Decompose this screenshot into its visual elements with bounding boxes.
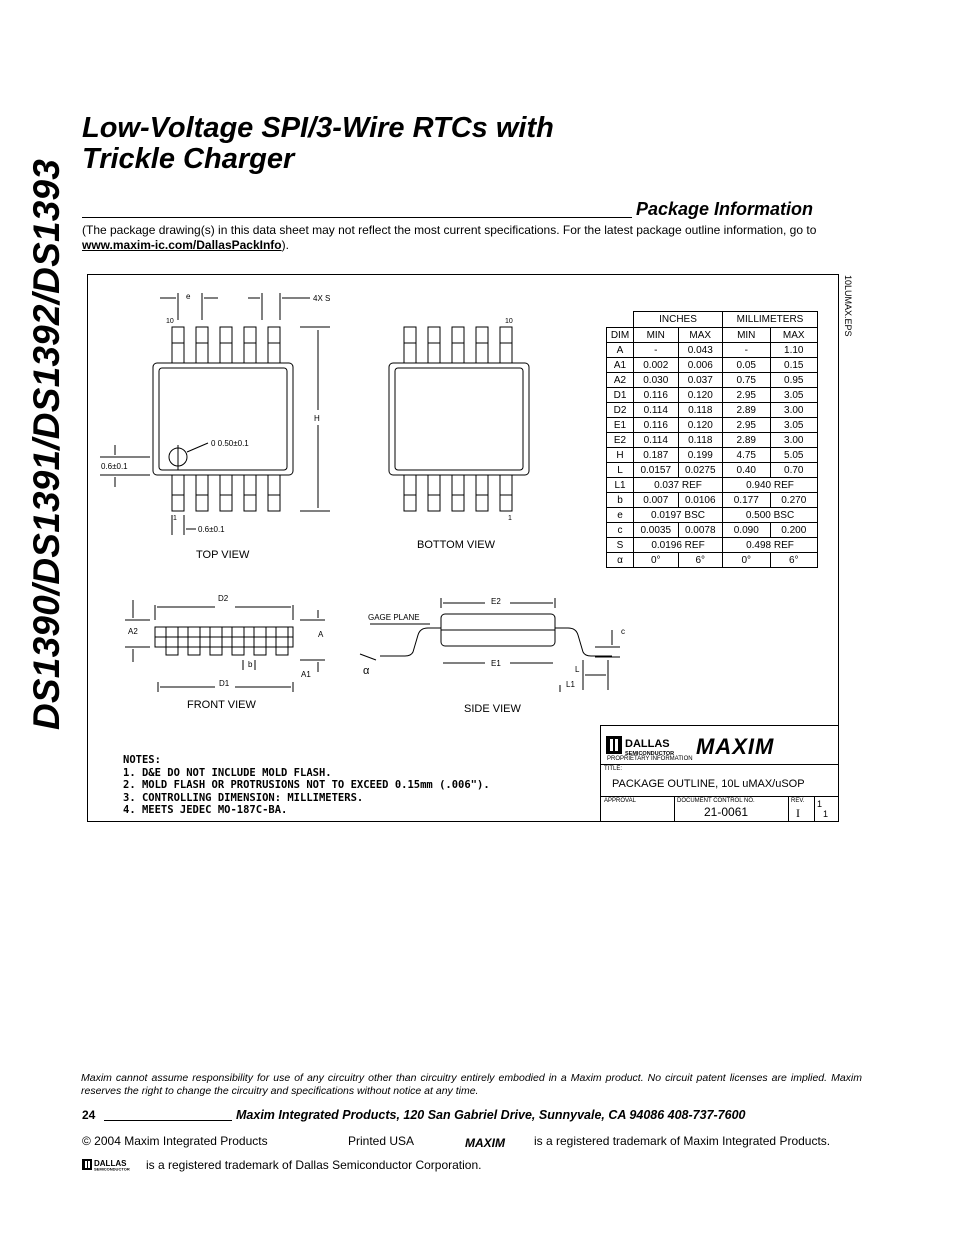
value-cell: 0.0196 REF bbox=[634, 538, 723, 553]
table-row bbox=[607, 478, 818, 493]
value-cell: 6° bbox=[770, 553, 818, 568]
front-view-caption: FRONT VIEW bbox=[187, 699, 256, 711]
label-dot-dia: 0 0.50±0.1 bbox=[211, 439, 249, 448]
disclaimer: Maxim cannot assume responsibility for use of any circuitry other than circuitry entirely embodied in a Maxim product. No circuit patent licenses are implied. Maxim reserves the right to change the circuitry and specifications without notice at any time. bbox=[81, 1072, 862, 1097]
top-view-body bbox=[153, 363, 293, 475]
semiconductor-text: SEMICONDUCTOR bbox=[625, 751, 675, 757]
dim-cell: D2 bbox=[607, 403, 634, 418]
front-view-leads bbox=[166, 627, 288, 655]
dim-cell: H bbox=[607, 448, 634, 463]
value-cell: 0.114 bbox=[634, 433, 679, 448]
proprietary-label: PROPRIETARY INFORMATION bbox=[607, 756, 693, 762]
doc-control-number: 21-0061 bbox=[704, 805, 749, 819]
maxim-logo-icon bbox=[465, 1135, 529, 1149]
footer-printed: Printed USA bbox=[348, 1134, 415, 1148]
document-title-line2: Trickle Charger bbox=[82, 143, 295, 175]
value-cell: 0.15 bbox=[770, 358, 818, 373]
value-cell: 0.498 REF bbox=[723, 538, 818, 553]
svg-text:SEMICONDUCTOR: SEMICONDUCTOR bbox=[94, 1166, 130, 1171]
value-cell: 5.05 bbox=[770, 448, 818, 463]
table-group-header-row bbox=[607, 312, 818, 328]
table-row bbox=[607, 418, 818, 433]
value-cell: 0.177 bbox=[723, 493, 771, 508]
dim-cell: A1 bbox=[607, 358, 634, 373]
dim-cell: D1 bbox=[607, 388, 634, 403]
eps-label: 10LUMAX.EPS bbox=[843, 275, 853, 337]
label-h: H bbox=[314, 414, 320, 423]
value-cell: 0.0197 BSC bbox=[634, 508, 723, 523]
note-item: 3. CONTROLLING DIMENSION: MILLIMETERS. bbox=[123, 791, 364, 804]
dim-cell: S bbox=[607, 538, 634, 553]
value-cell: 0.090 bbox=[723, 523, 771, 538]
value-cell: 0.200 bbox=[770, 523, 818, 538]
dim-cell: L1 bbox=[607, 478, 634, 493]
intro-text: (The package drawing(s) in this data sheet may not reflect the most current specifications. For the latest package outline information, go to bbox=[82, 223, 817, 237]
rev-value: I bbox=[796, 806, 800, 820]
header-mm-min: MIN bbox=[723, 328, 771, 343]
value-cell: - bbox=[723, 343, 771, 358]
value-cell: 0.116 bbox=[634, 418, 679, 433]
label-l: L bbox=[575, 665, 580, 674]
package-info-link[interactable]: www.maxim-ic.com/DallasPackInfo bbox=[82, 238, 282, 252]
dim-cell: b bbox=[607, 493, 634, 508]
bottom-view-body bbox=[389, 363, 529, 475]
value-cell: 0.007 bbox=[634, 493, 679, 508]
value-cell: 0.187 bbox=[634, 448, 679, 463]
label-4x-s: 4X S bbox=[313, 294, 331, 303]
value-cell: 0.120 bbox=[678, 418, 723, 433]
bottom-view-caption: BOTTOM VIEW bbox=[417, 539, 496, 551]
label-l1: L1 bbox=[566, 680, 575, 689]
label-a1: A1 bbox=[301, 670, 311, 679]
value-cell: 3.05 bbox=[770, 388, 818, 403]
value-cell: 0.40 bbox=[723, 463, 771, 478]
label-a2: A2 bbox=[128, 627, 138, 636]
value-cell: 0.114 bbox=[634, 403, 679, 418]
value-cell: 0.0035 bbox=[634, 523, 679, 538]
dim-cell: c bbox=[607, 523, 634, 538]
value-cell: 6° bbox=[678, 553, 723, 568]
value-cell: 0.0078 bbox=[678, 523, 723, 538]
label-gage-plane: GAGE PLANE bbox=[368, 613, 420, 622]
value-cell: 0.043 bbox=[678, 343, 723, 358]
label-lead-06-left: 0.6±0.1 bbox=[101, 462, 128, 471]
value-cell: 0.002 bbox=[634, 358, 679, 373]
doc-control-label: DOCUMENT CONTROL NO. bbox=[677, 798, 755, 804]
value-cell: 0.940 REF bbox=[723, 478, 818, 493]
value-cell: 0.500 BSC bbox=[723, 508, 818, 523]
table-row bbox=[607, 493, 818, 508]
table-row bbox=[607, 343, 818, 358]
dim-cell: A bbox=[607, 343, 634, 358]
dim-cell: α bbox=[607, 553, 634, 568]
header-in-max: MAX bbox=[678, 328, 723, 343]
dallas-text: DALLAS bbox=[625, 738, 670, 750]
value-cell: 0.05 bbox=[723, 358, 771, 373]
header-dim: DIM bbox=[607, 328, 634, 343]
header-in-min: MIN bbox=[634, 328, 679, 343]
value-cell: 0.006 bbox=[678, 358, 723, 373]
group-header-millimeters: MILLIMETERS bbox=[723, 312, 818, 328]
table-row bbox=[607, 373, 818, 388]
value-cell: 3.05 bbox=[770, 418, 818, 433]
side-view-lead-left bbox=[380, 628, 441, 656]
value-cell: - bbox=[634, 343, 679, 358]
sheet-fraction bbox=[817, 799, 828, 819]
rev-label: REV. bbox=[791, 798, 805, 804]
intro-end: ). bbox=[281, 238, 289, 252]
table-row bbox=[607, 358, 818, 373]
group-header-inches: INCHES bbox=[634, 312, 723, 328]
table-row bbox=[607, 523, 818, 538]
table-row bbox=[607, 508, 818, 523]
label-pin1-right: 1 bbox=[508, 515, 512, 522]
value-cell: 2.95 bbox=[723, 418, 771, 433]
sheet-number: 1 bbox=[817, 799, 823, 809]
dallas-logo-icon bbox=[82, 1157, 144, 1171]
dimension-table bbox=[606, 311, 818, 568]
table-row bbox=[607, 403, 818, 418]
value-cell: 0.118 bbox=[678, 403, 723, 418]
top-view-leads-top bbox=[172, 327, 280, 363]
footer-address: Maxim Integrated Products, 120 San Gabriel Drive, Sunnyvale, CA 94086 408-737-7600 bbox=[236, 1108, 746, 1122]
side-title: DS1390/DS1391/DS1392/DS1393 bbox=[26, 158, 67, 730]
value-cell: 0.270 bbox=[770, 493, 818, 508]
value-cell: 2.89 bbox=[723, 403, 771, 418]
value-cell: 0.116 bbox=[634, 388, 679, 403]
section-title: Package Information bbox=[636, 199, 814, 219]
title-block bbox=[600, 725, 839, 822]
dallas-logo-icon bbox=[606, 736, 674, 757]
label-b: b bbox=[248, 660, 253, 669]
side-view-caption: SIDE VIEW bbox=[464, 703, 521, 715]
footer-dallas-trademark: is a registered trademark of Dallas Semiconductor Corporation. bbox=[146, 1158, 482, 1172]
table-row bbox=[607, 463, 818, 478]
maxim-logo-text: MAXIM bbox=[696, 734, 775, 759]
table-row bbox=[607, 388, 818, 403]
note-item: 2. MOLD FLASH OR PROTRUSIONS NOT TO EXCEED 0.15mm (.006"). bbox=[123, 779, 490, 791]
approval-label: APPROVAL bbox=[604, 798, 636, 804]
svg-text:DALLAS: DALLAS bbox=[94, 1159, 127, 1168]
bottom-view-leads-bottom bbox=[404, 475, 512, 511]
value-cell: 3.00 bbox=[770, 403, 818, 418]
dim-cell: e bbox=[607, 508, 634, 523]
notes-heading: NOTES: bbox=[123, 754, 161, 766]
label-e1: E1 bbox=[491, 659, 501, 668]
value-cell: 0.0157 bbox=[634, 463, 679, 478]
notes-block bbox=[123, 754, 490, 817]
value-cell: 0.75 bbox=[723, 373, 771, 388]
value-cell: 0.030 bbox=[634, 373, 679, 388]
table-sub-header-row bbox=[607, 328, 818, 343]
label-pin1-left: 1 bbox=[173, 515, 177, 522]
table-body-main bbox=[607, 343, 818, 568]
side-view-lead-right bbox=[555, 628, 612, 656]
label-e2: E2 bbox=[491, 597, 501, 606]
dim-cell: L bbox=[607, 463, 634, 478]
value-cell: 0.118 bbox=[678, 433, 723, 448]
footer-copyright: © 2004 Maxim Integrated Products bbox=[82, 1134, 268, 1148]
sheet-total: 1 bbox=[823, 809, 829, 819]
label-pin10-left: 10 bbox=[166, 318, 174, 325]
value-cell: 0° bbox=[634, 553, 679, 568]
value-cell: 3.00 bbox=[770, 433, 818, 448]
value-cell: 0° bbox=[723, 553, 771, 568]
label-c: c bbox=[621, 627, 625, 636]
dim-cell: A2 bbox=[607, 373, 634, 388]
footer-rule bbox=[104, 1120, 232, 1121]
top-view-caption: TOP VIEW bbox=[196, 549, 250, 561]
table-row bbox=[607, 553, 818, 568]
table-row bbox=[607, 538, 818, 553]
value-cell: 0.037 bbox=[678, 373, 723, 388]
bottom-view-leads-top bbox=[404, 327, 512, 363]
table-row bbox=[607, 448, 818, 463]
package-outline-title: PACKAGE OUTLINE, 10L uMAX/uSOP bbox=[612, 778, 805, 790]
value-cell: 0.037 REF bbox=[634, 478, 723, 493]
label-d1: D1 bbox=[219, 679, 230, 688]
footer-maxim-trademark: is a registered trademark of Maxim Integrated Products. bbox=[534, 1134, 831, 1148]
value-cell: 1.10 bbox=[770, 343, 818, 358]
note-item: 1. D&E DO NOT INCLUDE MOLD FLASH. bbox=[123, 766, 332, 779]
note-item: 4. MEETS JEDEC MO-187C-BA. bbox=[123, 804, 288, 816]
label-lead-06-bottom: 0.6±0.1 bbox=[198, 525, 225, 534]
value-cell: 0.199 bbox=[678, 448, 723, 463]
page-number: 24 bbox=[82, 1108, 96, 1122]
value-cell: 0.120 bbox=[678, 388, 723, 403]
label-e: e bbox=[186, 292, 191, 301]
label-pin10-right: 10 bbox=[505, 318, 513, 325]
value-cell: 2.89 bbox=[723, 433, 771, 448]
label-alpha: α bbox=[363, 665, 370, 677]
value-cell: 0.95 bbox=[770, 373, 818, 388]
top-view-leads-bottom bbox=[172, 475, 280, 511]
document-title-line1: Low-Voltage SPI/3-Wire RTCs with bbox=[82, 112, 554, 144]
value-cell: 0.0106 bbox=[678, 493, 723, 508]
label-a: A bbox=[318, 630, 324, 639]
value-cell: 0.0275 bbox=[678, 463, 723, 478]
value-cell: 4.75 bbox=[723, 448, 771, 463]
svg-text:MAXIM: MAXIM bbox=[465, 1136, 505, 1149]
value-cell: 2.95 bbox=[723, 388, 771, 403]
dim-cell: E1 bbox=[607, 418, 634, 433]
dim-cell: E2 bbox=[607, 433, 634, 448]
header-mm-max: MAX bbox=[770, 328, 818, 343]
table-row bbox=[607, 433, 818, 448]
title-label: TITLE: bbox=[604, 766, 623, 772]
value-cell: 0.70 bbox=[770, 463, 818, 478]
label-d2: D2 bbox=[218, 594, 229, 603]
